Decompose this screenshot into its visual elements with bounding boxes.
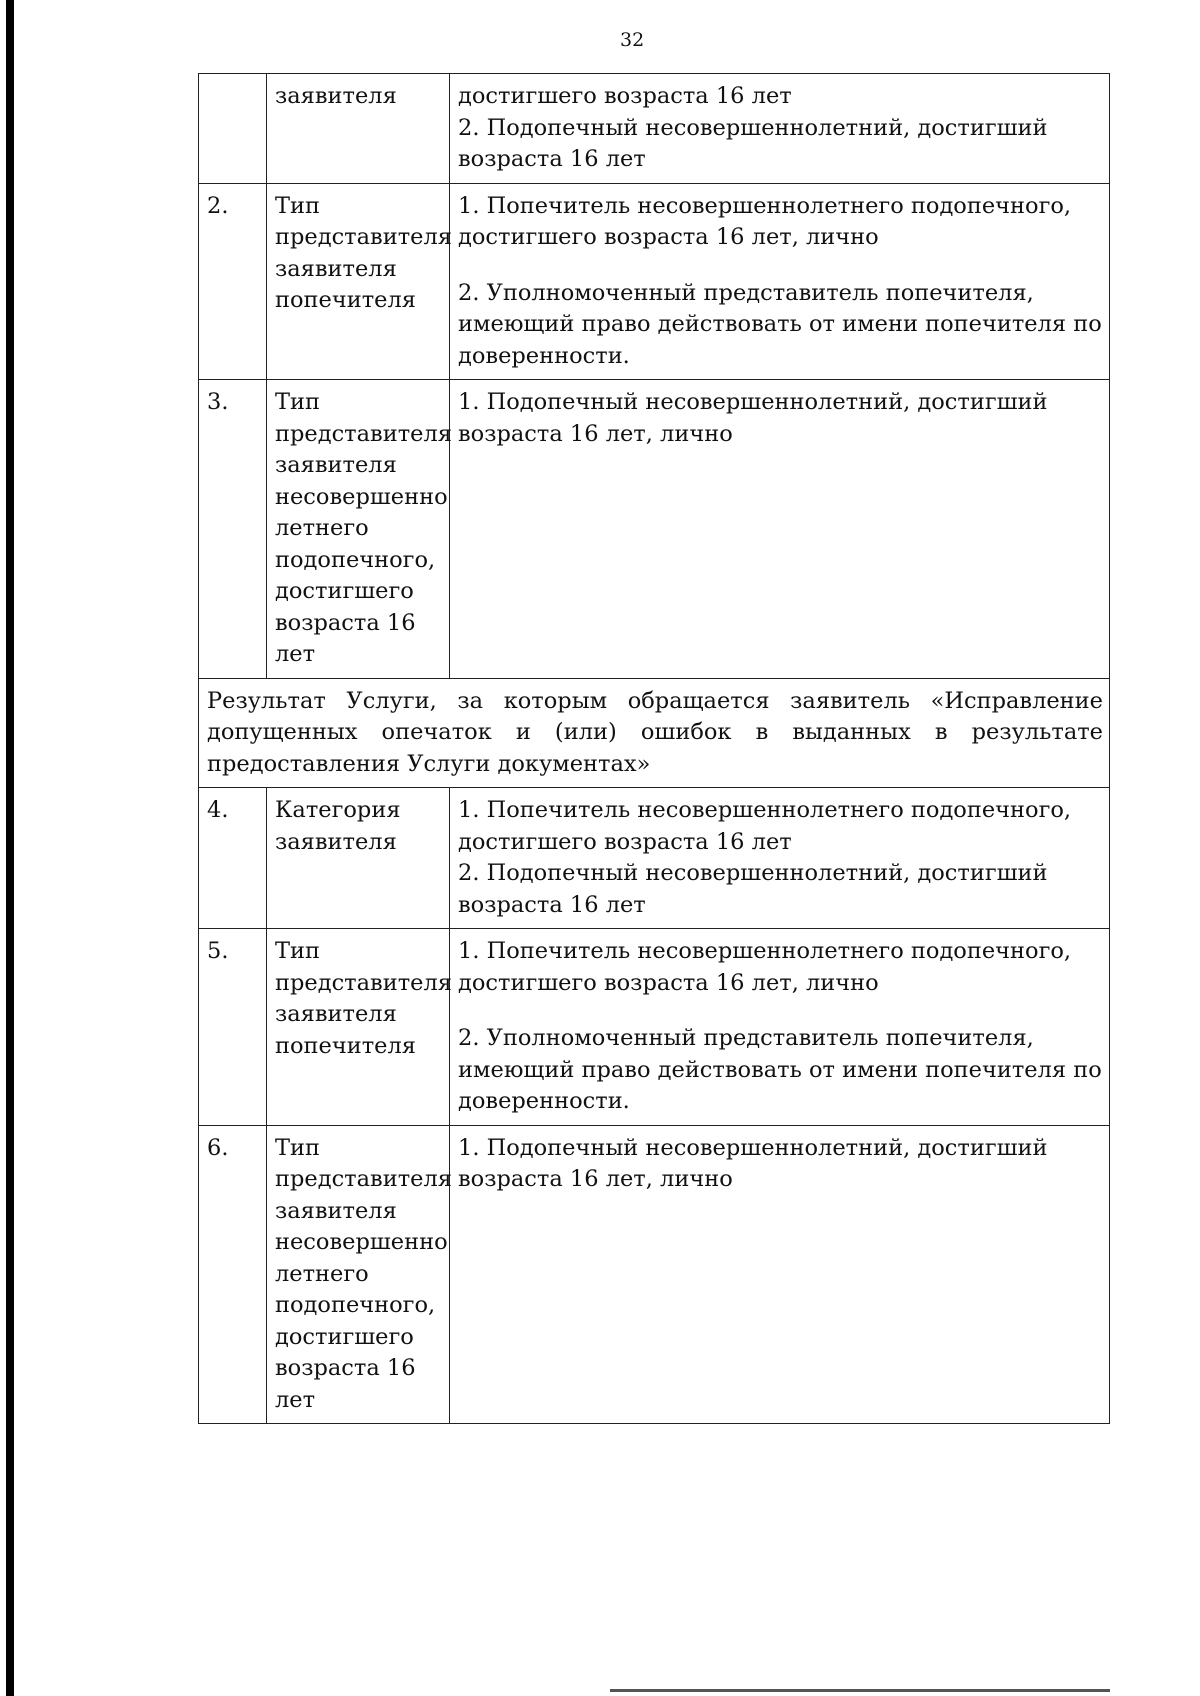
table-row	[199, 788, 1110, 929]
result-heading-row	[199, 678, 1110, 788]
table-row	[199, 74, 1110, 184]
table-row	[199, 1125, 1110, 1424]
page-number: 32	[620, 29, 645, 51]
row-label: Категория заявителя	[267, 788, 450, 929]
row-label: Тип представителя заявителя попечителя	[267, 183, 450, 380]
table-row	[199, 380, 1110, 679]
row-number: 4.	[199, 788, 267, 929]
row-description: 1. Попечитель несовершеннолетнего подопечного, достигшего возраста 16 лет, лично 2. Уполномоченный представитель попечителя, имеющий право действовать от имени попечителя по доверенности.	[450, 183, 1110, 380]
table-row	[199, 183, 1110, 380]
table-row	[199, 929, 1110, 1126]
row-label: Тип представителя заявителя несовершенно летнего подопечного, достигшего возраста 16 лет	[267, 1125, 450, 1424]
row-description: 1. Подопечный несовершеннолетний, достигший возраста 16 лет, лично	[450, 380, 1110, 679]
row-description: 1. Попечитель несовершеннолетнего подопечного, достигшего возраста 16 лет 2. Подопечный несовершеннолетний, достигший возраста 16 лет	[450, 788, 1110, 929]
row-number: 3.	[199, 380, 267, 679]
bottom-scan-line	[610, 1689, 1110, 1692]
row-description: 1. Подопечный несовершеннолетний, достигший возраста 16 лет, лично	[450, 1125, 1110, 1424]
scan-left-edge	[6, 0, 14, 1696]
row-number	[199, 74, 267, 184]
row-number: 5.	[199, 929, 267, 1126]
row-description: 1. Попечитель несовершеннолетнего подопечного, достигшего возраста 16 лет, лично 2. Уполномоченный представитель попечителя, имеющий право действовать от имени попечителя по доверенности.	[450, 929, 1110, 1126]
applicant-table	[198, 73, 1110, 1424]
row-label: заявителя	[267, 74, 450, 184]
row-label: Тип представителя заявителя несовершенно летнего подопечного, достигшего возраста 16 лет	[267, 380, 450, 679]
row-number: 6.	[199, 1125, 267, 1424]
row-label: Тип представителя заявителя попечителя	[267, 929, 450, 1126]
row-number: 2.	[199, 183, 267, 380]
result-heading: Результат Услуги, за которым обращается заявитель «Исправление допущенных опечаток и (или) ошибок в выданных в результате предоставления Услуги документах»	[199, 678, 1110, 788]
row-description: достигшего возраста 16 лет 2. Подопечный несовершеннолетний, достигший возраста 16 лет	[450, 74, 1110, 184]
